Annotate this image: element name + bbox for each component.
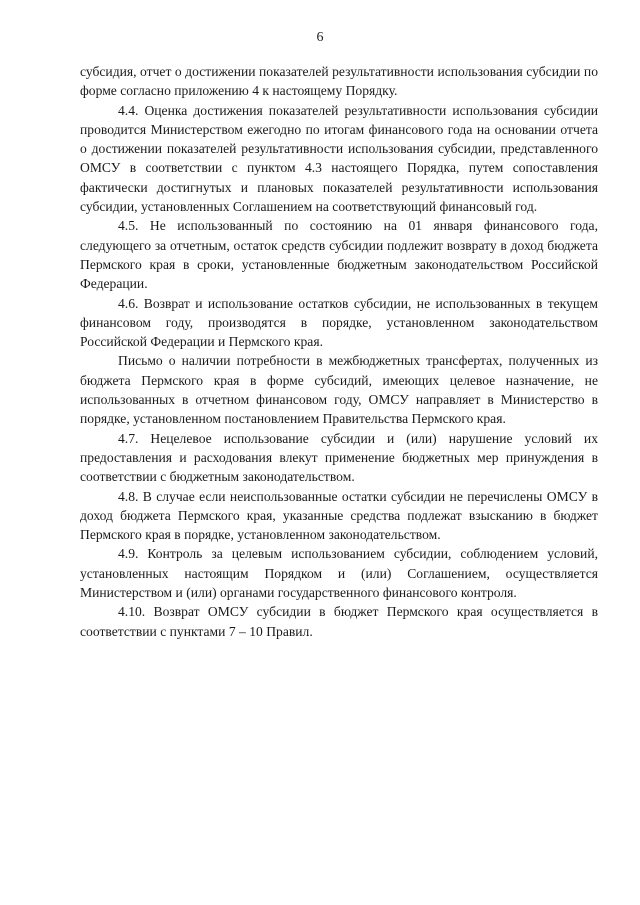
paragraph-4-7: 4.7. Нецелевое использование субсидии и (или) нарушение условий их предоставления и расходования влекут применение бюджетных мер принуждения в соответствии с бюджетным законодательством. [80, 430, 598, 485]
paragraph-continuation: субсидия, отчет о достижении показателей результативности использования субсидии по форме согласно приложению 4 к настоящему Порядку. [80, 64, 598, 99]
page-number: 6 [316, 30, 324, 45]
document-body [80, 62, 598, 641]
paragraph-4-10: 4.10. Возврат ОМСУ субсидии в бюджет Пермского края осуществляется в соответствии с пунктами 7 – 10 Правил. [80, 604, 598, 639]
paragraph-4-5: 4.5. Не использованный по состоянию на 01 января финансового года, следующего за отчетным, остаток средств субсидии подлежит возврату в доход бюджета Пермского края в сроки, установленные бюджетным законодательством Российской Федерации. [80, 218, 598, 292]
paragraph-letter: Письмо о наличии потребности в межбюджетных трансфертах, полученных из бюджета Пермского края в форме субсидий, имеющих целевое назначение, не использованных в отчетном финансовом году, ОМСУ направляет в Министерство в порядке, установленном постановлением Правительства Пермского края. [80, 353, 598, 427]
paragraph-4-6: 4.6. Возврат и использование остатков субсидии, не использованных в текущем финансовом году, производятся в порядке, установленном законодательством Российской Федерации и Пермского края. [80, 295, 598, 350]
paragraph-4-9: 4.9. Контроль за целевым использованием субсидии, соблюдением условий, установленных настоящим Порядком и (или) Соглашением, осуществляется Министерством и (или) органами государственного финансового контроля. [80, 546, 598, 601]
paragraph-4-8: 4.8. В случае если неиспользованные остатки субсидии не перечислены ОМСУ в доход бюджета Пермского края, указанные средства подлежат взысканию в бюджет Пермского края в порядке, установленном законодательством. [80, 488, 598, 543]
paragraph-4-4: 4.4. Оценка достижения показателей результативности использования субсидии проводится Министерством ежегодно по итогам финансового года на основании отчета о достижении показателей результативности использования субсидии, представленного ОМСУ в соответствии с пунктом 4.3 настоящего Порядка, путем сопоставления фактически достигнутых и плановых показателей результативности использования субсидии, установленных Соглашением на соответствующий финансовый год. [80, 102, 598, 215]
